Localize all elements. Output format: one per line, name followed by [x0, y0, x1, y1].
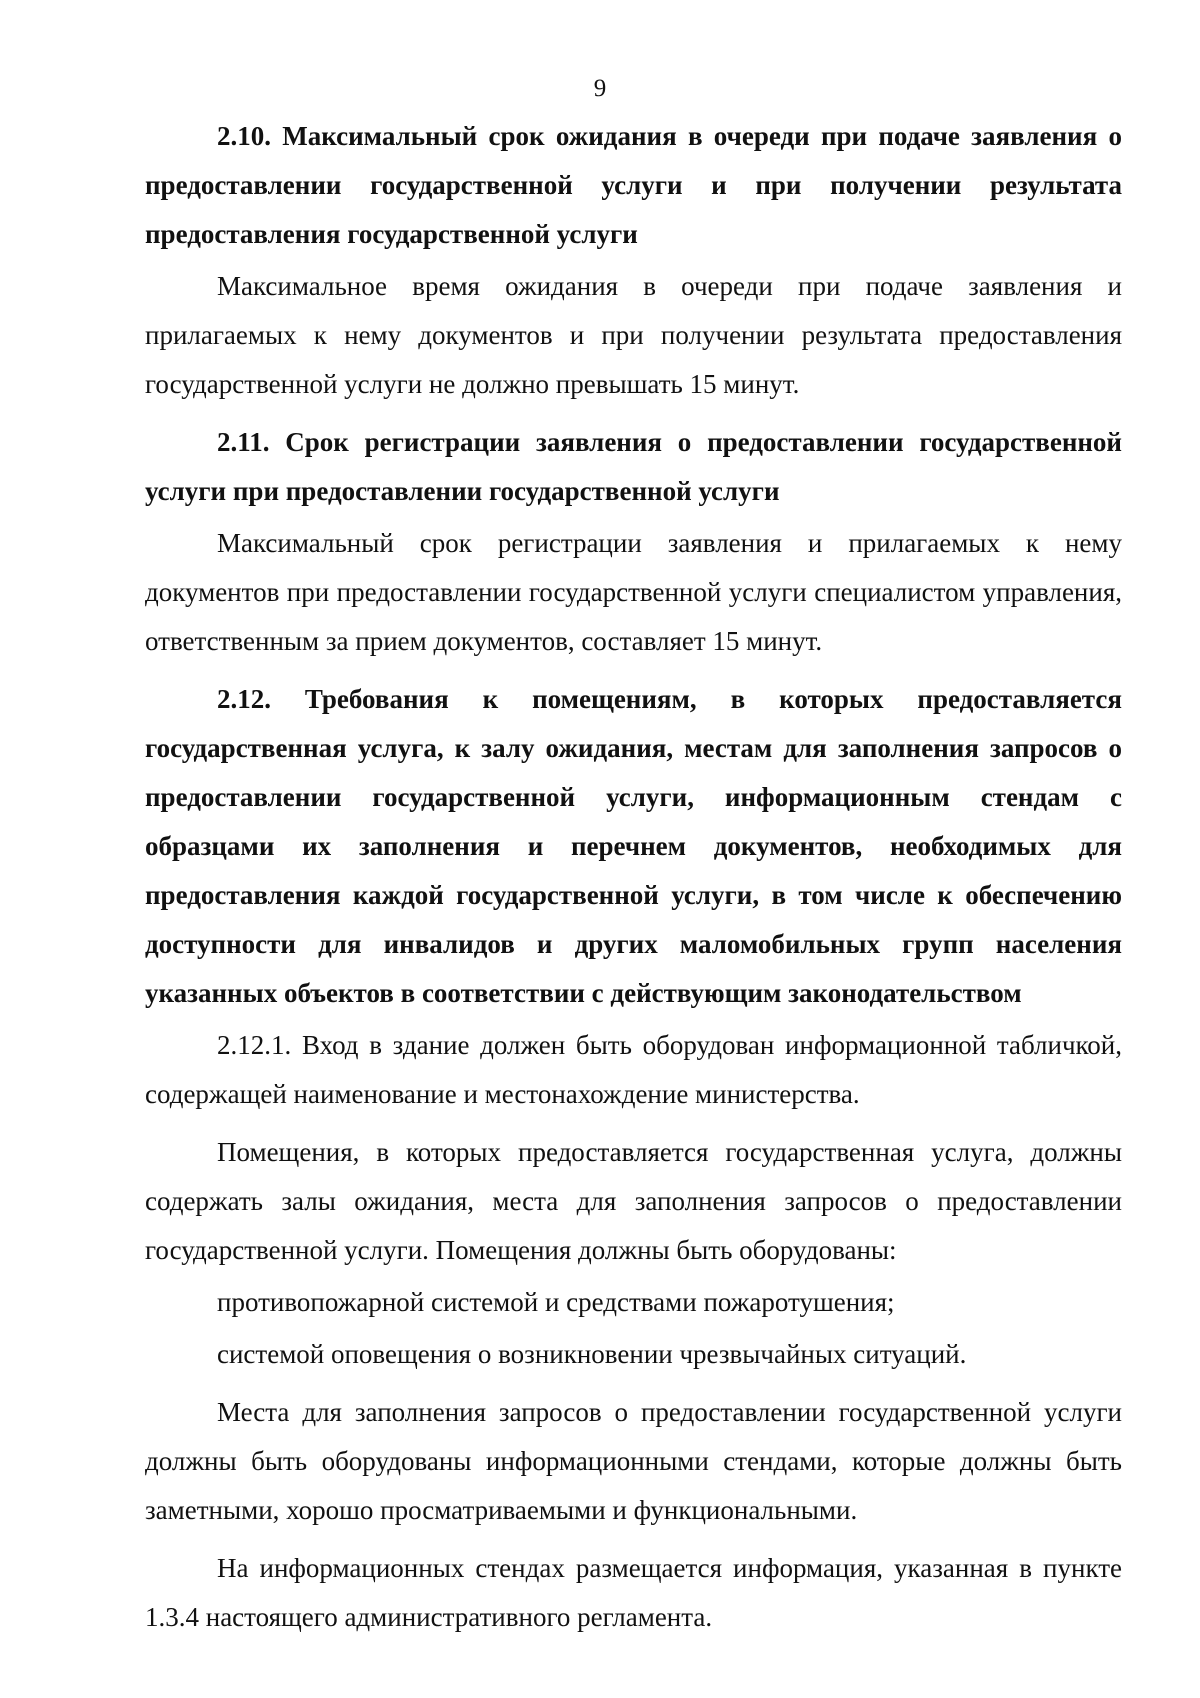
paragraph-premises: Помещения, в которых предоставляется государственная услуга, должны содержать залы ожидания, места для заполнения запросов о предоставлении государственной услуги. Помещения должны быть оборудованы: — [145, 1137, 1122, 1265]
paragraph-registration-time: Максимальный срок регистрации заявления и прилагаемых к нему документов при предоставлении государственной услуги специалистом управления, ответственным за прием документов, составляет 15 минут. — [145, 528, 1122, 656]
section-heading-2-11: 2.11. Срок регистрации заявления о предоставлении государственной услуги при предоставлении государственной услуги — [145, 427, 1122, 506]
paragraph-waiting-time: Максимальное время ожидания в очереди при подаче заявления и прилагаемых к нему документов и при получении результата предоставления государственной услуги не должно превышать 15 минут. — [145, 271, 1122, 399]
section-heading-2-10: 2.10. Максимальный срок ожидания в очереди при подаче заявления о предоставлении государственной услуги и при получении результата предоставления государственной услуги — [145, 121, 1122, 249]
list-item-alert-system: системой оповещения о возникновении чрезвычайных ситуаций. — [217, 1339, 967, 1369]
paragraph-stand-content: На информационных стендах размещается информация, указанная в пункте 1.3.4 настоящего административного регламента. — [145, 1553, 1122, 1632]
list-item-fire-system: противопожарной системой и средствами пожаротушения; — [217, 1287, 895, 1317]
paragraph-2-12-1-entrance: 2.12.1. Вход в здание должен быть оборудован информационной табличкой, содержащей наименование и местонахождение министерства. — [145, 1030, 1122, 1109]
paragraph-info-stands: Места для заполнения запросов о предоставлении государственной услуги должны быть оборудованы информационными стендами, которые должны быть заметными, хорошо просматриваемыми и функциональными. — [145, 1397, 1122, 1525]
document-body — [145, 112, 1122, 1642]
page-number: 9 — [593, 75, 607, 102]
section-heading-2-12: 2.12. Требования к помещениям, в которых предоставляется государственная услуга, к залу ожидания, местам для заполнения запросов о предоставлении государственной услуги, информационным стендам с образцами их заполнения и перечнем документов, необходимых для предоставления каждой государственной услуги, в том числе к обеспечению доступности для инвалидов и других маломобильных групп населения указанных объектов в соответствии с действующим законодательством — [145, 684, 1122, 1008]
